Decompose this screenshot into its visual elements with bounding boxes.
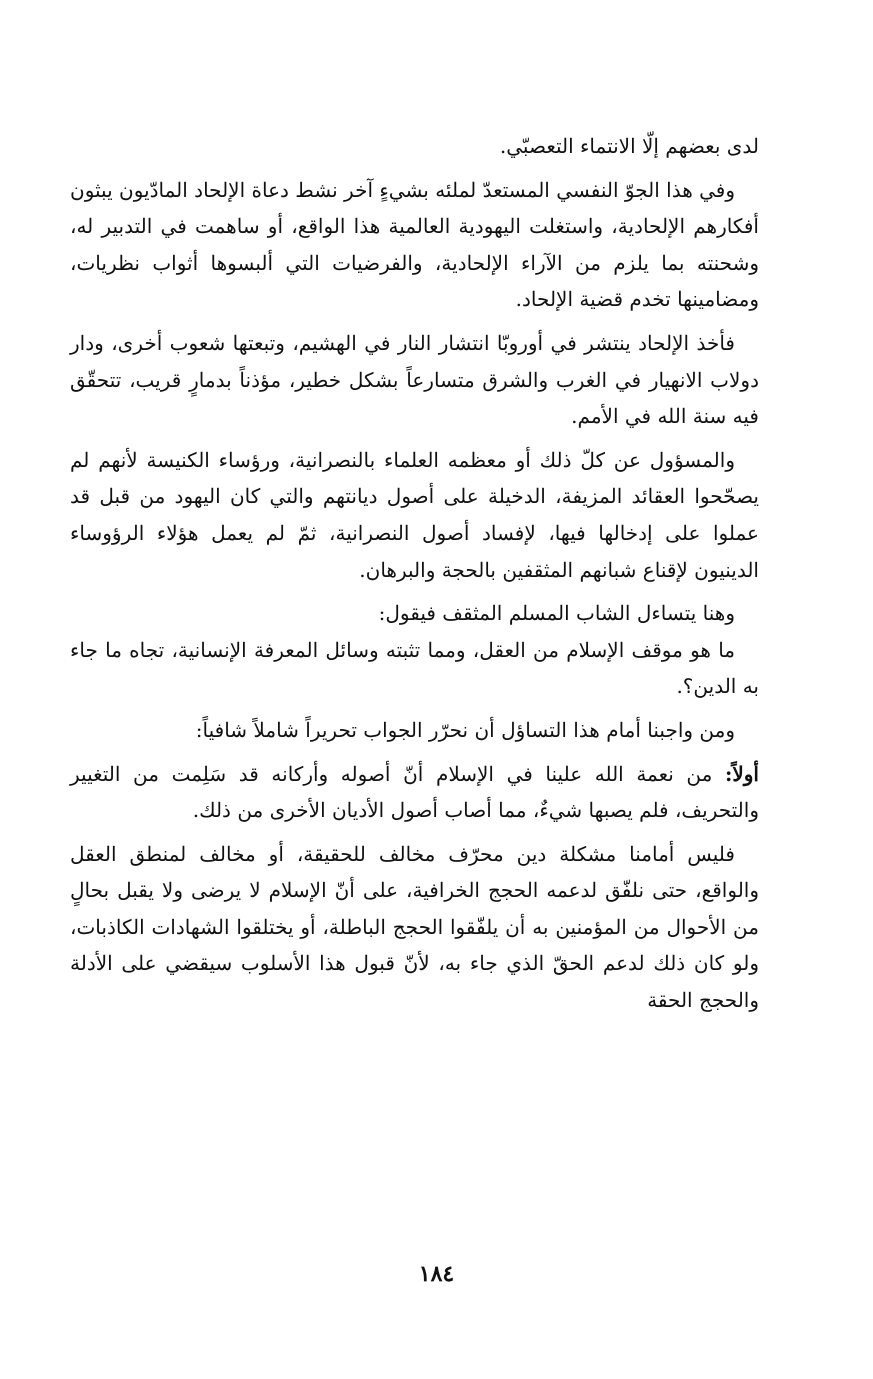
paragraph-4: والمسؤول عن كلّ ذلك أو معظمه العلماء بالنصرانية، ورؤساء الكنيسة لأنهم لم يصحّحوا العقائد المزيفة، الدخيلة على أصول ديانتهم والتي كان اليهود من قبل قد عملوا على إدخالها فيها، لإفساد أصول النصرانية، ثمّ لم يعمل هؤلاء الرؤوساء الدينيون لإقناع شبانهم المثقفين بالحجة والبرهان. — [70, 447, 759, 582]
body-text — [70, 128, 759, 1026]
paragraph-2: وفي هذا الجوّ النفسي المستعدّ لملئه بشيءٍ آخر نشط دعاة الإلحاد المادّيون يبثون أفكارهم الإلحادية، واستغلت اليهودية العالمية هذا الواقع، أو ساهمت في التدبير له، وشحنته بما يلزم من الآراء الإلحادية، والفرضيات التي ألبسوها أثواب نظريات، ومضامينها تخدم قضية الإلحاد. — [70, 177, 759, 312]
paragraph-8 — [70, 756, 759, 829]
paragraph-7: ومن واجبنا أمام هذا التساؤل أن نحرّر الجواب تحريراً شاملاً شافياً: — [195, 717, 735, 742]
paragraph-6: ما هو موقف الإسلام من العقل، ومما تثبته وسائل المعرفة الإنسانية، تجاه ما جاء به الدين؟. — [70, 637, 759, 699]
paragraph-5: وهنا يتساءل الشاب المسلم المثقف فيقول: — [378, 601, 735, 626]
page-number: ١٨٤ — [418, 1261, 455, 1287]
paragraph-3: فأخذ الإلحاد ينتشر في أوروبّا انتشار النار في الهشيم، وتبعتها شعوب أخرى، ودار دولاب الانهيار في الغرب والشرق متسارعاً بشكل خطير، مؤذناً بدمارٍ قريب، تتحقّق فيه سنة الله في الأمم. — [70, 330, 759, 429]
paragraph-8-lead: أولاً: — [724, 761, 759, 786]
paragraph-8-text: من نعمة الله علينا في الإسلام أنّ أصوله وأركانه قد سَلِمت من التغيير والتحريف، فلم يصبها شيءٌ، مما أصاب أصول الأديان الأخرى من ذلك. — [70, 761, 759, 823]
paragraph-9: فليس أمامنا مشكلة دين محرّف مخالف للحقيقة، أو مخالف لمنطق العقل والواقع، حتى نلفّق لدعمه الحجج الخرافية، على أنّ الإسلام لا يرضى ولا يقبل بحالٍ من الأحوال من المؤمنين به أن يلفّقوا الحجج الباطلة، أو يختلقوا الشهادات الكاذبات، ولو كان ذلك لدعم الحقّ الذي جاء به، لأنّ قبول هذا الأسلوب سيقضي على الأدلة والحجج الحقة — [70, 841, 759, 1013]
paragraph-1: لدى بعضهم إلّا الانتماء التعصبّي. — [499, 134, 759, 158]
